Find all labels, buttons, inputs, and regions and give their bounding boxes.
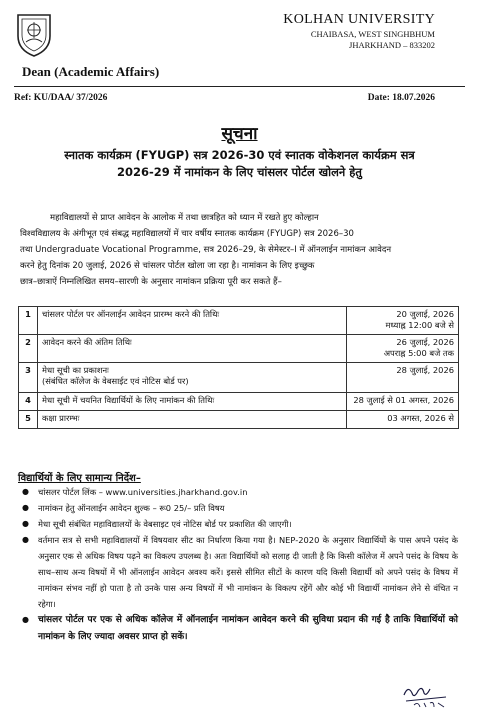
reference-number: Ref: KU/DAA/ 37/2026: [14, 93, 108, 103]
row-description: कक्षा प्रारम्भः: [38, 411, 347, 429]
list-item: ● वर्तमान सत्र से सभी महाविद्यालयों में विषयवार सीट का निर्धारण किया गया है। NEP-2020 के अनुसार विद्यार्थियों के पास अपने पसंद के अनुसार एक से अधिक विषय पढ़ने का विकल्प उपलब्ध है। अतः विद्यार्थियों को सलाह दी जाती है कि किसी कॉलेज में अपने पसंद के विषय के साथ–साथ अन्य विषयों में भी ऑनलाईन आवेदन अवश्य करें। इससे सीमित सीटों के कारण यदि किसी विद्यार्थी को अपने पसंद के विषय में नामांकन संभव नहीं हो पाता है तो उनके पास अन्य विषयों में भी नामांकन के विकल्प रहेंगें और कोई भी विद्यार्थी नामांकन लेने से वंचित न रहेगा।: [20, 532, 458, 612]
row-description-main: मेधा सूची का प्रकाशनः: [42, 365, 109, 375]
list-item: ● चांसलर पोर्टल लिंक – www.universities.jharkhand.gov.in: [20, 484, 458, 500]
row-date: [347, 335, 459, 363]
row-date-value: 26 जुलाई, 2026: [396, 337, 454, 347]
university-address-line1: CHAIBASA, WEST SINGHBHUM: [310, 29, 435, 39]
notice-subtitle-line2: 2026-29 में नामांकन के लिए चांसलर पोर्टल खोलने हेतु: [117, 165, 362, 179]
header-divider: [14, 86, 465, 87]
table-row: [19, 307, 459, 335]
notice-paragraph: [20, 210, 458, 290]
notice-title: सूचना: [221, 124, 258, 144]
schedule-table: [18, 306, 459, 429]
row-number: 2: [19, 335, 38, 363]
row-description: [38, 363, 347, 393]
university-emblem-icon: [14, 12, 54, 58]
row-time-value: अपराह्न 5:00 बजे तक: [383, 348, 454, 358]
university-name: KOLHAN UNIVERSITY: [283, 12, 435, 27]
table-row: [19, 393, 459, 411]
notice-subtitle-line1: स्नातक कार्यक्रम (FYUGP) सत्र 2026-30 एवं स्नातक वोकेशनल कार्यक्रम सत्र: [64, 148, 415, 162]
row-date: 28 जुलाई, 2026: [347, 363, 459, 393]
handwritten-signature: [400, 683, 452, 709]
instructions-list: [20, 484, 458, 645]
row-date: 03 अगस्त, 2026 से: [347, 411, 459, 429]
row-time-value: मध्याह्न 12:00 बजे से: [385, 320, 454, 330]
row-description-note: (संबंधित कॉलेज के वेबसाईट एवं नोटिस बोर्ड पर): [42, 376, 189, 386]
list-item: ● मेधा सूची संबंधित महाविद्यालयों के वेबसाइट एवं नोटिस बोर्ड पर प्रकाशित की जाएगी।: [20, 516, 458, 532]
row-description: आवेदन करने की अंतिम तिथिः: [38, 335, 347, 363]
row-number: 5: [19, 411, 38, 429]
row-number: 1: [19, 307, 38, 335]
table-row: [19, 411, 459, 429]
list-item: ● नामांकन हेतु ऑनलाईन आवेदन शुल्क – रू0 25/– प्रति विषय: [20, 500, 458, 516]
instructions-heading: विद्यार्थियों के लिए सामान्य निर्देश–: [18, 473, 141, 484]
paragraph-line: छात्र–छात्राऐं निम्नलिखित समय–सारणी के अनुसार नामांकन प्रक्रिया पूरी कर सकते हैं–: [20, 277, 282, 287]
row-date: 28 जुलाई से 01 अगस्त, 2026: [347, 393, 459, 411]
table-row: [19, 335, 459, 363]
row-number: 4: [19, 393, 38, 411]
paragraph-line: विश्वविद्यालय के अंगीभूत एवं संबद्ध महाविद्यालयों में चार वर्षीय स्नातक कार्यक्रम (FYUGP) सत्र 2026–30: [20, 229, 354, 239]
paragraph-line: महाविद्यालयों से प्राप्त आवेदन के आलोक में तथा छात्रहित को ध्यान में रखते हुए कोल्हान: [50, 213, 319, 223]
row-date: [347, 307, 459, 335]
list-item: ● चांसलर पोर्टल पर एक से अधिक कॉलेज में ऑनलाईन नामांकन आवेदन करने की सुविधा प्रदान की गई है ताकि विद्यार्थियों को नामांकन के लिए ज्यादा अवसर प्राप्त हो सकें।: [20, 612, 458, 645]
row-description: मेधा सूची में चयनित विद्यार्थियों के लिए नामांकन की तिथिः: [38, 393, 347, 411]
table-row: [19, 363, 459, 393]
row-number: 3: [19, 363, 38, 393]
row-description: चांसलर पोर्टल पर ऑनलाईन आवेदन प्रारम्भ करने की तिथिः: [38, 307, 347, 335]
row-date-value: 20 जुलाई, 2026: [396, 309, 454, 319]
university-address-line2: JHARKHAND – 833202: [349, 40, 435, 50]
paragraph-line: तथा Undergraduate Vocational Programme, सत्र 2026–29, के सेमेस्टर–I में ऑनलाईन नामांकन आवेदन: [20, 245, 392, 255]
office-title: Dean (Academic Affairs): [22, 64, 160, 79]
notice-date: Date: 18.07.2026: [367, 93, 435, 103]
paragraph-line: करने हेतु दिनांक 20 जुलाई, 2026 से चांसलर पोर्टल खोला जा रहा है। नामांकन के लिए इच्छुक: [20, 261, 315, 271]
